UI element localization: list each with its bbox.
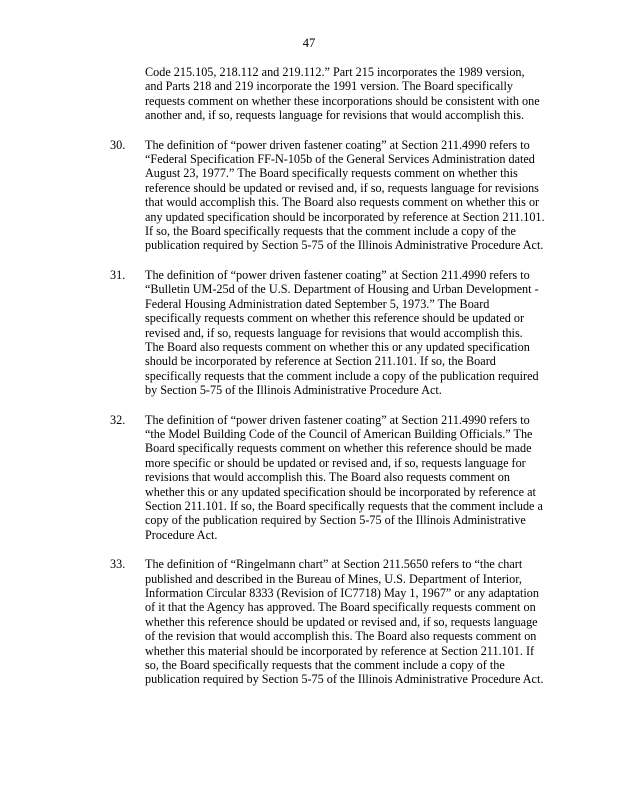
text-line: whether this reference should be updated or revised and, if so, requests language xyxy=(145,614,538,629)
text-line: Information Circular 8333 (Revision of IC7718) May 1, 1967” or any adaptation xyxy=(145,586,539,600)
text-line: Federal Housing Administration dated September 5, 1973.” The Board xyxy=(145,296,490,311)
text-line: of the revision that would accomplish this. The Board also requests comment on xyxy=(145,629,537,644)
text-line: Code 215.105, 218.112 and 219.112.” Part 215 incorporates the 1989 version, xyxy=(145,65,525,79)
text-line: August 23, 1977.” The Board specifically requests comment on whether this xyxy=(145,166,518,181)
text-line: whether this or any updated specification should be incorporated by reference at xyxy=(145,484,536,499)
text-line: by Section 5-75 of the Illinois Administrative Procedure Act. xyxy=(145,383,442,398)
text-line: another and, if so, requests language for revisions that would accomplish this. xyxy=(145,108,525,123)
paragraph-number: 32. xyxy=(110,412,126,427)
text-line: more specific or should be updated or revised and, if so, requests language for xyxy=(145,455,526,470)
paragraph-body xyxy=(145,557,550,687)
text-line: The Board also requests comment on whether this or any updated specification xyxy=(145,339,530,354)
text-line: specifically requests that the comment include a copy of the publication required xyxy=(145,368,539,383)
text-line: that would accomplish this. The Board also requests comment on whether this or xyxy=(145,195,540,210)
paragraph-number: 30. xyxy=(110,137,126,152)
paragraph-30 xyxy=(0,138,618,253)
text-line: copy of the publication required by Section 5-75 of the Illinois Administrative xyxy=(145,513,526,528)
text-line: “Bulletin UM-25d of the U.S. Department of Housing and Urban Development - xyxy=(145,282,539,297)
text-line: publication required by Section 5-75 of the Illinois Administrative Procedure Act. xyxy=(145,672,544,687)
text-line: The definition of “power driven fastener coating” at Section 211.4990 refers to xyxy=(145,412,530,427)
paragraph-body xyxy=(145,65,550,123)
paragraph-32 xyxy=(0,413,618,543)
paragraph-body xyxy=(145,268,550,398)
text-line: whether this material should be incorporated by reference at Section 211.101. If xyxy=(145,643,535,658)
page-number: 47 xyxy=(302,36,316,50)
paragraph-33 xyxy=(0,557,618,687)
text-line: so, the Board specifically requests that the comment include a copy of the xyxy=(145,658,505,673)
text-line: and Parts 218 and 219 incorporate the 1991 version. The Board specifically xyxy=(145,79,514,94)
text-line: requests comment on whether these incorporations should be consistent with one xyxy=(145,93,540,108)
text-line: Board specifically requests comment on whether this reference should be made xyxy=(145,441,532,456)
paragraph-body xyxy=(145,138,550,253)
text-line: any updated specification should be incorporated by reference at Section 211.101. xyxy=(145,209,545,224)
text-line: The definition of “power driven fastener coating” at Section 211.4990 refers to xyxy=(145,267,530,282)
text-line: publication required by Section 5-75 of the Illinois Administrative Procedure Act. xyxy=(145,238,544,253)
text-line: Section 211.101. If so, the Board specifically requests that the comment include a xyxy=(145,498,543,513)
text-line: Procedure Act. xyxy=(145,527,218,542)
text-line: reference should be updated or revised and, if so, requests language for revisions xyxy=(145,180,539,195)
text-line: should be incorporated by reference at Section 211.101. If so, the Board xyxy=(145,354,496,369)
text-line: of it that the Agency has approved. The Board specifically requests comment on xyxy=(145,600,536,615)
paragraph-31 xyxy=(0,268,618,398)
text-line: revised and, if so, requests language for revisions that would accomplish this. xyxy=(145,325,523,340)
document-body xyxy=(0,65,618,687)
text-line: If so, the Board specifically requests that the comment include a copy of the xyxy=(145,224,516,239)
paragraph-continued xyxy=(0,65,618,123)
paragraph-number: 31. xyxy=(110,267,126,282)
text-line: “the Model Building Code of the Council of American Building Officials.” The xyxy=(145,426,533,441)
text-line: revisions that would accomplish this. The Board also requests comment on xyxy=(145,470,510,485)
text-line: published and described in the Bureau of Mines, U.S. Department of Interior, xyxy=(145,571,522,586)
paragraph-body xyxy=(145,413,550,543)
text-line: “Federal Specification FF-N-105b of the General Services Administration dated xyxy=(145,152,535,167)
text-line: The definition of “power driven fastener coating” at Section 211.4990 refers to xyxy=(145,137,530,152)
text-line: specifically requests comment on whether this reference should be updated or xyxy=(145,311,525,326)
paragraph-number: 33. xyxy=(110,557,126,572)
text-line: The definition of “Ringelmann chart” at Section 211.5650 refers to “the chart xyxy=(145,557,523,572)
